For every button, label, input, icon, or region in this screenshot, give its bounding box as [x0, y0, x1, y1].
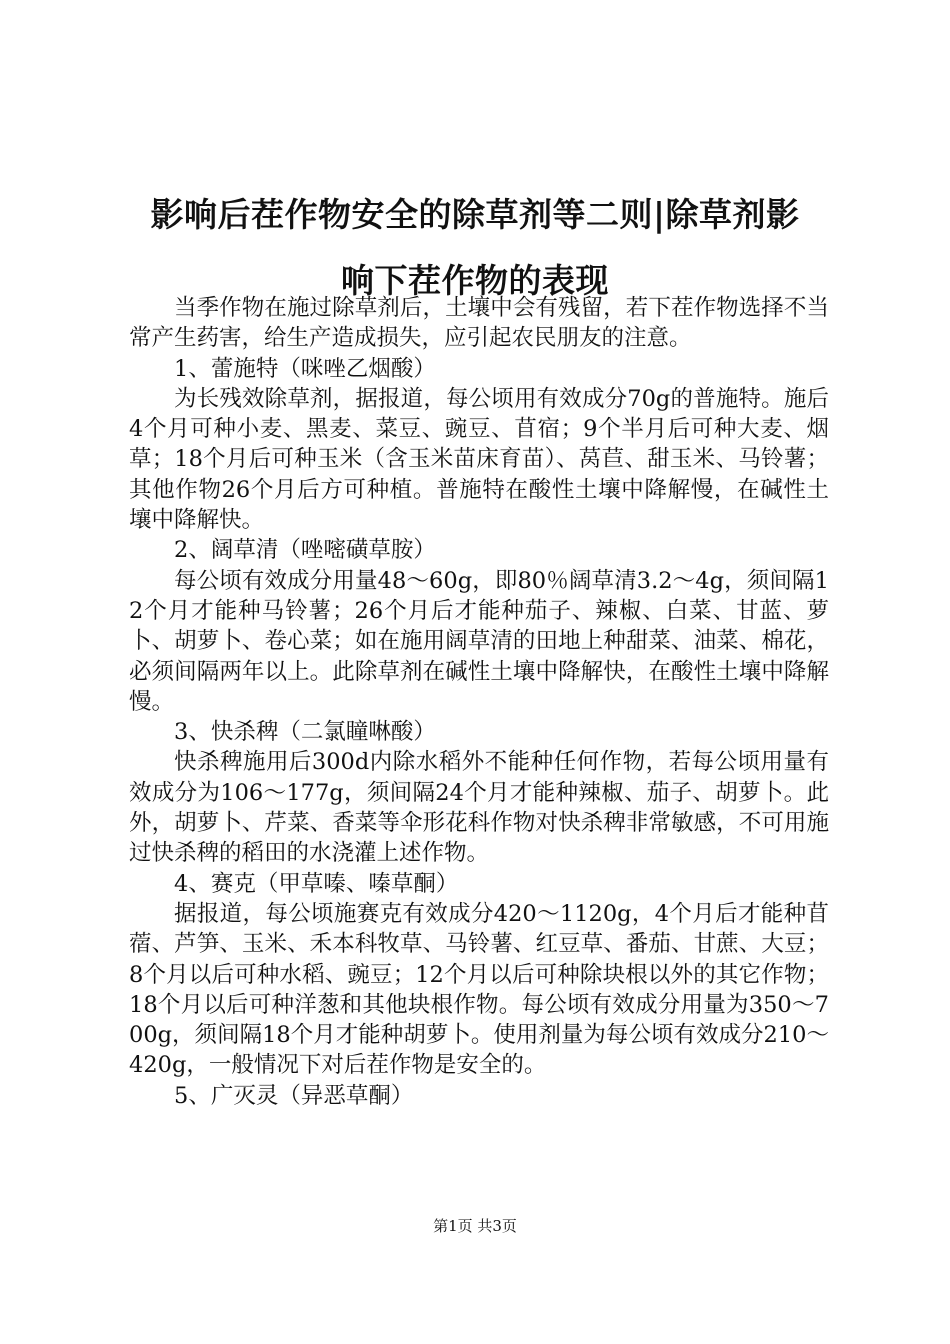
- section-paragraph-1: 为长残效除草剂，据报道，每公顷用有效成分70g的普施特。施后4个月可种小麦、黑麦、菜豆、豌豆、苜宿；9个半月后可种大麦、烟草；18个月后可种玉米（含玉米苗床育苗）、莴苣、甜玉米、马铃薯；其他作物26个月后方可种植。普施特在酸性土壤中降解慢，在碱性土壤中降解快。: [129, 385, 829, 534]
- title-line-2: 响下茬作物的表现: [341, 261, 609, 300]
- section-heading-5: 5、广灭灵（异恶草酮）: [174, 1082, 414, 1109]
- intro-paragraph: 当季作物在施过除草剂后，土壤中会有残留，若下茬作物选择不当常产生药害，给生产造成损失，应引起农民朋友的注意。: [129, 295, 829, 352]
- section-heading-4: 4、赛克（甲草嗪、嗪草酮）: [174, 870, 459, 897]
- section-heading-2: 2、阔草清（唑嘧磺草胺）: [174, 537, 436, 564]
- section-heading-3: 3、快杀稗（二氯瞳啉酸）: [174, 719, 436, 746]
- section-heading-1: 1、蕾施特（咪唑乙烟酸）: [174, 355, 436, 382]
- section-paragraph-4: 据报道，每公顷施赛克有效成分420～1120g，4个月后才能种苜蓿、芦笋、玉米、禾本科牧草、马铃薯、红豆草、番茄、甘蔗、大豆；8个月以后可种水稻、豌豆；12个月以后可种除块根以外的其它作物；18个月以后可种洋葱和其他块根作物。每公顷有效成分用量为350～700g，须间隔18个月才能种胡萝卜。使用剂量为每公顷有效成分210～420g，一般情况下对后茬作物是安全的。: [129, 900, 829, 1079]
- title-line-1: 影响后茬作物安全的除草剂等二则|除草剂影: [150, 195, 800, 234]
- section-paragraph-2: 每公顷有效成分用量48～60g，即80％阔草清3.2～4g，须间隔12个月才能种马铃薯；26个月后才能种茄子、辣椒、白菜、甘蓝、萝卜、胡萝卜、卷心菜；如在施用阔草清的田地上种甜菜、油菜、棉花，必须间隔两年以上。此除草剂在碱性土壤中降解快，在酸性土壤中降解慢。: [129, 567, 829, 715]
- document-body: [129, 293, 829, 1111]
- section-paragraph-3: 快杀稗施用后300d内除水稻外不能种任何作物，若每公顷用量有效成分为106～177g，须间隔24个月才能种辣椒、茄子、胡萝卜。此外，胡萝卜、芹菜、香菜等伞形花科作物对快杀稗非常敏感，不可用施过快杀稗的稻田的水浇灌上述作物。: [129, 749, 829, 867]
- page-number-footer: 第1页 共3页: [433, 1217, 517, 1235]
